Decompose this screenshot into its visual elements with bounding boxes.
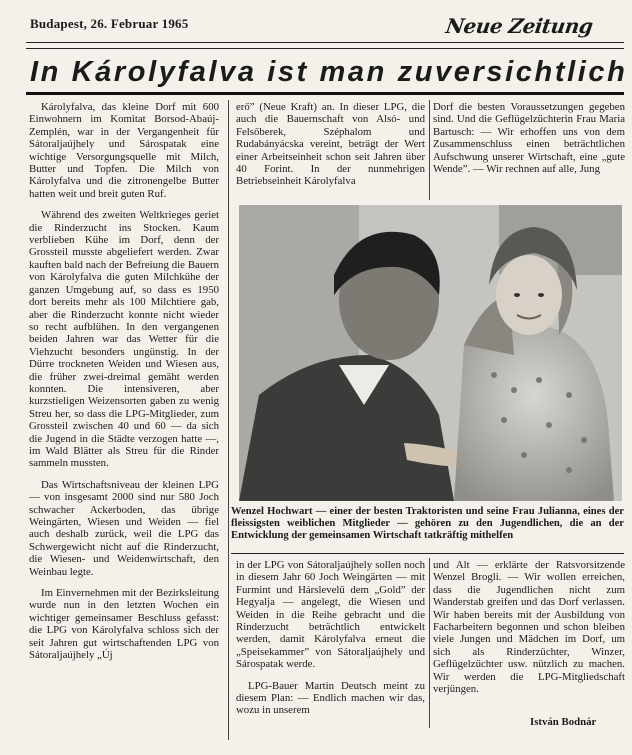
paragraph-col2-top: erő” (Neue Kraft) an. In dieser LPG, die auch die Bauernschaft von Alsó- und Felsőberek, Széphalom und Rudabányácska vereint, beträgt der Wert einer Arbeitseinheit schon seit Jahren über 40 Forint. In der nunmehrigen Betriebseinheit Károlyfalva xyxy=(236,101,425,188)
article-column-3-bottom xyxy=(433,559,625,704)
article-column-3-top xyxy=(433,101,625,184)
paragraph-col3-bottom: und Alt — erklärte der Ratsvorsitzende Wenzel Brogli. — Wir wollen erreichen, dass die Jugendlichen nicht zum Wanderstab greifen und das Dorf verlassen. Wir haben bereits mit der Ausbildung von Facharbeitern begonnen und schon bleiben viele Jungen und Mädchen im Dorf, um sich als Rinderzüchter, Winzer, Geflügelzüchter usw. nützlich zu machen. Wir werden die LPG-Mitgliedschaft verjüngen. xyxy=(433,559,625,696)
paragraph-1: Károlyfalva, das kleine Dorf mit 600 Einwohnern im Komitat Borsod-Abaúj-Zemplén, war in der Vergangenheit für Sátoraljaújhely und Sárospatak eine wichtige Versorgungsquelle mit Milch, Butter und Topfen. Die Milch von Károlyfalva und die zitronengelbe Butter hatten weit und breit guten Ruf. xyxy=(29,101,219,200)
paragraph-col3-top: Dorf die besten Voraussetzungen gegeben sind. Und die Geflügelzüchterin Frau Maria Bartusch: — Wir erhoffen uns von dem Zusammenschluss einen beträchtlichen Aufschwung unserer Wirtschaft, eine „gute Wende”. — Wir rechnen auf alle, Jung xyxy=(433,101,625,176)
newspaper-masthead: Neue Zeitung xyxy=(443,14,594,38)
photo-caption: Wenzel Hochwart — einer der besten Traktoristen und seine Frau Julianna, eines der fleissigsten weiblichen Mitglieder — gehören zu den Jugendlichen, die an der Entwicklung der gemeinsamen Wirtschaft tatkräftig mithelfen xyxy=(231,506,624,542)
column-divider-2-top xyxy=(429,100,430,200)
header-rule xyxy=(26,42,624,43)
article-column-2-bottom xyxy=(236,559,425,726)
dateline: Budapest, 26. Februar 1965 xyxy=(30,16,189,31)
article-column-1 xyxy=(29,101,219,670)
photo-couple-illustration xyxy=(239,205,622,501)
author-byline: István Bodnár xyxy=(530,716,597,728)
paragraph-2: Während des zweiten Weltkrieges geriet die Rinderzucht ins Stocken. Kaum verblieben Kühe im Dorf, denn der Grossteil musste abgeliefert werden. Zwar kauften bald nach der Befreiung die Bauern von Károlyfalva die guten Milchkühe der ganzen Umgebung auf, so dass es 1950 dort bereits mehr als 100 Milchtiere gab, aber die Rinderzucht konnte nicht wieder so recht aufblühen. In den vergangenen beiden Jahren war das Wetter für die Viehzucht besonders ungünstig. In der Dürre trockneten Weiden und Wiesen aus, die früher zwei-dreimal gemäht werden konnten. Die intensiveren, aber kurzstieligen Weizensorten gaben zu wenig Streu her, so dass die LPG-Mitglieder, zum Grossteil zwischen 40 und 60 — da sich die Jugend in die Städte verzogen hatte —, im Wald Blätter als Streu für die Rinder sammeln mussten. xyxy=(29,209,219,470)
paragraph-3: Das Wirtschaftsniveau der kleinen LPG — von insgesamt 2000 sind nur 580 Joch schwacher Ackerboden, das übrige Weingärten, Wiesen und Weiden — fiel auch deshalb zurück, weil die LPG das Schwergewicht nicht auf die Rinderzucht, die Wiesen- und Weidenwirtschaft, den Weinbau legte. xyxy=(29,478,219,578)
column-divider-1 xyxy=(228,100,229,740)
paragraph-col2-bottom-2: LPG-Bauer Martin Deutsch meint zu diesem Plan: — Endlich machen wir das, wozu in unserem xyxy=(236,679,425,717)
headline-rule-bottom xyxy=(26,92,624,95)
article-column-2-top xyxy=(236,101,425,197)
article-photo xyxy=(239,205,622,501)
article-headline: In Károlyfalva ist man zuversichtlich xyxy=(30,56,628,88)
paragraph-col2-bottom-1: in der LPG von Sátoraljaújhely sollen noch in diesem Jahr 60 Joch Weingärten — mit Furmint und Hárslevelű dem „Gold” der Hegyalja — angelegt, die Wiesen und Weiden in die Reihe gebracht und die Rinderzucht beträchtlich entwickelt werden, damit Károlyfalva erneut die „Speisekammer” von Sátoraljaújhely und Sárospatak werde. xyxy=(236,559,425,671)
column-divider-2-bottom xyxy=(429,558,430,728)
caption-rule xyxy=(231,553,624,554)
paragraph-4: Im Einvernehmen mit der Bezirksleitung wurde nun in den letzten Wochen ein wichtiger gemeinsamer Beschluss gefasst: die LPG von Károlyfalva schloss sich der seit Jahren gut wirtschaftenden LPG von Sátoraljaújhely „Új xyxy=(29,587,219,662)
headline-rule-top xyxy=(26,48,624,49)
